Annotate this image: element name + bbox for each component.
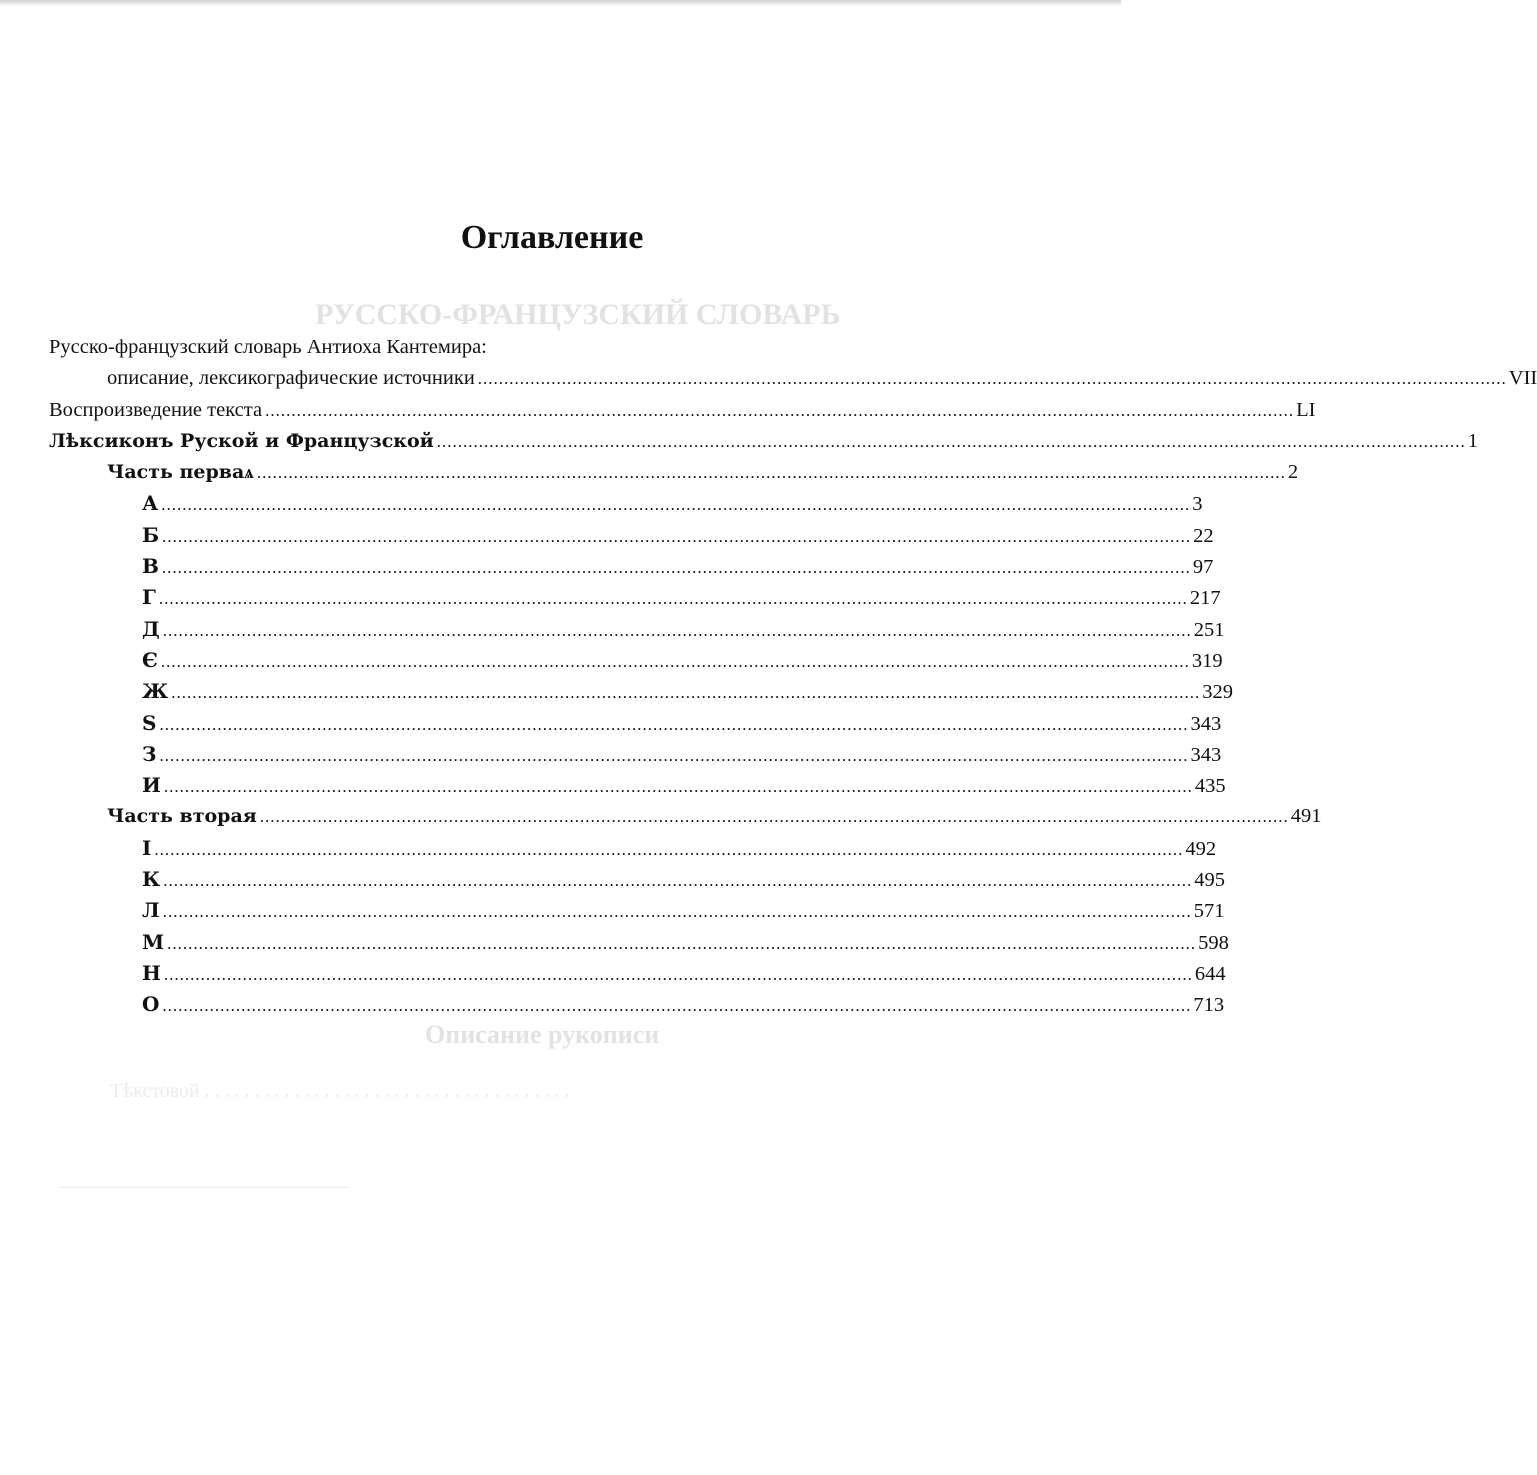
bleed-through-subheading: Описание рукописи (425, 1020, 660, 1049)
dot-leader: .................................................................................................................................................................................................... (162, 996, 1192, 1016)
toc-entry (49, 426, 1479, 457)
dot-leader: .................................................................................................................................................................................................... (162, 526, 1192, 546)
toc-entry-page: 492 (1185, 837, 1217, 860)
table-of-contents (49, 332, 1537, 1021)
toc-entry (49, 864, 1225, 895)
toc-entry (49, 645, 1223, 676)
toc-entry (49, 488, 1203, 519)
toc-entry (49, 895, 1225, 926)
dot-leader: .................................................................................................................................................................................................... (477, 369, 1507, 389)
toc-entry-page: 319 (1191, 649, 1223, 672)
toc-entry-page: 97 (1192, 556, 1214, 579)
toc-entry (49, 614, 1225, 645)
toc-entry-page: 329 (1202, 681, 1233, 704)
dot-leader: .................................................................................................................................................................................................... (163, 871, 1193, 891)
toc-entry-page: 343 (1190, 743, 1222, 766)
toc-entry-page: 491 (1290, 805, 1322, 828)
toc-entry-label: В (142, 554, 159, 579)
toc-entry (49, 708, 1222, 739)
bleed-through-heading: РУССКО-ФРАНЦУЗСКИЙ СЛОВАРЬ (315, 298, 841, 331)
bleed-through-rule (58, 1187, 348, 1188)
dot-leader: .................................................................................................................................................................................................... (158, 589, 1188, 609)
toc-entry-label: Русско-французский словарь Антиоха Кантемира: (49, 336, 487, 358)
toc-entry (49, 739, 1222, 770)
toc-entry-label: Часть вторая (107, 805, 257, 828)
dot-leader: .................................................................................................................................................................................................... (159, 745, 1189, 765)
toc-entry-label: І (142, 835, 152, 860)
toc-entry (49, 801, 1322, 832)
dot-leader: .................................................................................................................................................................................................... (265, 400, 1295, 420)
toc-entry-page: 343 (1190, 712, 1222, 735)
toc-entry (49, 833, 1217, 864)
toc-entry-label: К (142, 867, 161, 892)
toc-entry (49, 551, 1214, 582)
toc-entry-label: Л (142, 898, 160, 923)
toc-entry-page: 598 (1198, 931, 1229, 954)
dot-leader: .................................................................................................................................................................................................... (259, 807, 1289, 827)
toc-entry (49, 332, 1044, 363)
toc-entry (49, 363, 1537, 394)
page-title: Оглавление (460, 218, 644, 256)
toc-entry-label: А (142, 491, 159, 516)
toc-entry-page: 251 (1193, 618, 1225, 641)
toc-entry-label: Часть перваѧ (107, 461, 254, 484)
toc-entry-page: 644 (1194, 962, 1226, 985)
toc-entry-label: Воспроизведение текста (49, 398, 263, 421)
dot-leader: .................................................................................................................................................................................................... (160, 651, 1190, 671)
dot-leader: .................................................................................................................................................................................................... (161, 558, 1191, 578)
dot-leader: .................................................................................................................................................................................................... (161, 495, 1191, 515)
dot-leader: .................................................................................................................................................................................................... (162, 620, 1192, 640)
toc-entry-label: М (142, 929, 165, 954)
dot-leader: .................................................................................................................................................................................................... (163, 964, 1193, 984)
toc-entry-page: 571 (1193, 900, 1225, 923)
toc-entry (49, 676, 1233, 707)
scan-edge-shadow (0, 0, 1121, 6)
toc-entry (49, 927, 1229, 958)
toc-entry-page: 217 (1189, 587, 1221, 610)
toc-entry-label: И (142, 773, 161, 798)
toc-entry (49, 457, 1299, 488)
toc-entry (49, 395, 1316, 426)
dot-leader: .................................................................................................................................................................................................... (167, 933, 1197, 953)
dot-leader: .................................................................................................................................................................................................... (154, 839, 1184, 859)
toc-entry-label: Ж (142, 679, 169, 704)
toc-entry (49, 520, 1214, 551)
toc-entry-label: Д (142, 616, 160, 641)
toc-entry-label: Г (142, 585, 156, 610)
toc-entry-page: 495 (1194, 869, 1225, 892)
dot-leader: .................................................................................................................................................................................................... (256, 463, 1286, 483)
toc-entry-page: 3 (1192, 493, 1203, 516)
dot-leader: .................................................................................................................................................................................................... (436, 431, 1466, 451)
toc-entry-label: З (142, 741, 157, 766)
toc-entry (49, 582, 1221, 613)
toc-entry (49, 770, 1226, 801)
toc-entry-label: Н (142, 960, 161, 985)
toc-entry-label: Б (142, 522, 160, 547)
toc-entry-page: 2 (1287, 461, 1299, 484)
toc-entry-page: 22 (1193, 524, 1214, 547)
toc-entry-page: LI (1296, 398, 1316, 421)
dot-leader: .................................................................................................................................................................................................... (171, 683, 1201, 703)
toc-entry-label: Лѣксиконъ Руской и Французской (49, 429, 434, 452)
toc-entry-label: Є (142, 647, 158, 672)
toc-entry (49, 958, 1226, 989)
dot-leader: .................................................................................................................................................................................................... (159, 714, 1189, 734)
toc-entry-label: О (142, 992, 160, 1017)
toc-entry-label: Ѕ (142, 710, 157, 735)
toc-entry (49, 989, 1225, 1020)
toc-entry-page: 1 (1467, 429, 1479, 452)
toc-entry-label: описание, лексикографические источники (107, 367, 475, 390)
toc-entry-page: 435 (1194, 775, 1226, 798)
toc-entry-page: VII (1508, 367, 1537, 390)
dot-leader: .................................................................................................................................................................................................... (163, 777, 1193, 797)
toc-entry-page: 713 (1193, 994, 1225, 1017)
dot-leader: .................................................................................................................................................................................................... (162, 902, 1192, 922)
bleed-through-line: Тѣкстовой . . . . . . . . . . . . . . . . . . . . . . . . . . . . . . . . . . . . . (110, 1080, 570, 1102)
